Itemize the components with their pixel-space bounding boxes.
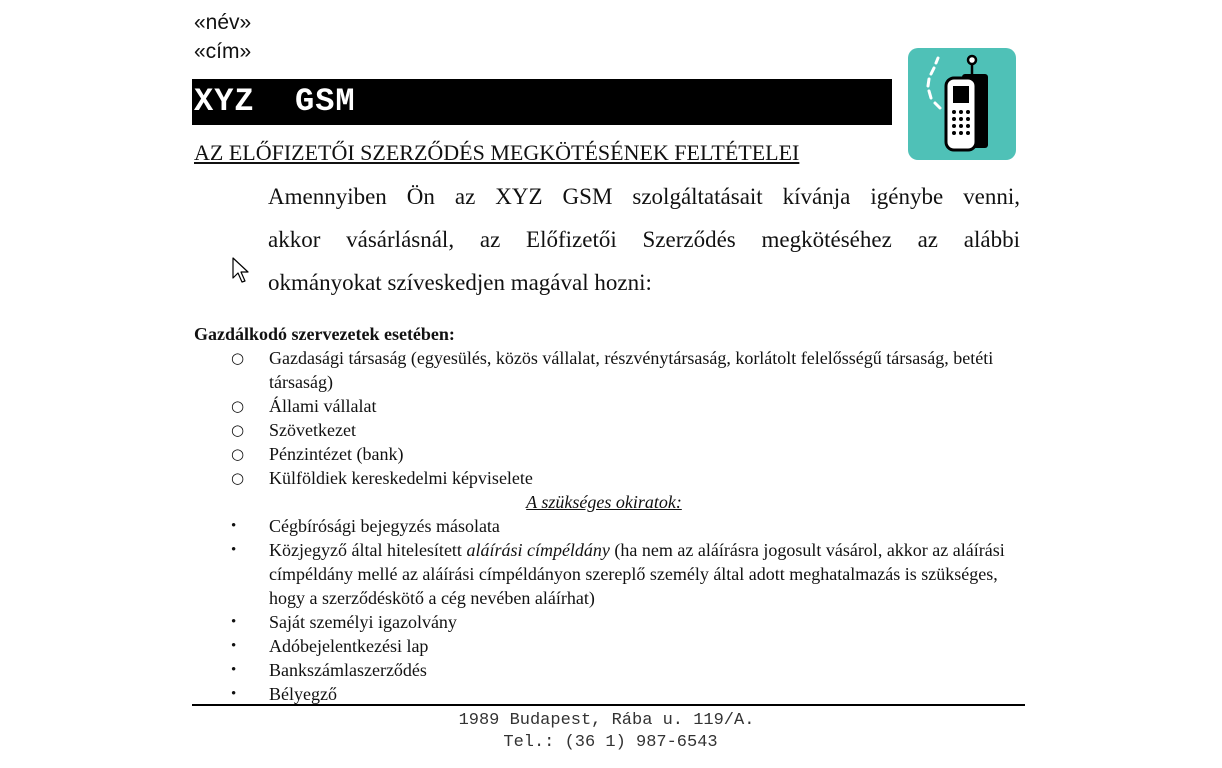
list-item-text-post: (ha nem az aláírásra jogosult vásárol, akkor az aláírási címpéldány mellé az aláírási címpéldányon szereplő személy által adott meghatalmazás is szükséges, hogy a szerződéskötő a cég nevében aláírhat) <box>269 540 1005 608</box>
list-item-text: Saját személyi igazolvány <box>269 612 457 632</box>
documents-list <box>194 514 1009 706</box>
mobile-phone-icon <box>908 48 1016 160</box>
merge-field-address: «cím» <box>194 40 252 63</box>
list-item <box>194 394 1009 418</box>
circle-bullet-icon: ○ <box>231 397 245 415</box>
footer-address: 1989 Budapest, Rába u. 119/A. <box>458 711 755 730</box>
circle-bullet-icon: ○ <box>231 469 245 487</box>
intro-line: akkor vásárlásnál, az Előfizetői Szerződés megkötéséhez az alábbi <box>268 227 1020 252</box>
bullet-icon: • <box>231 686 237 702</box>
list-item <box>194 658 1009 682</box>
list-item <box>194 442 1009 466</box>
list-item-text: Bankszámlaszerződés <box>269 660 427 680</box>
bullet-icon: • <box>231 614 237 630</box>
list-item <box>194 346 1009 394</box>
section-heading: AZ ELŐFIZETŐI SZERZŐDÉS MEGKÖTÉSÉNEK FELTÉTELEI <box>194 140 800 165</box>
list-item <box>194 610 1009 634</box>
organizations-list <box>194 346 1009 490</box>
list-item-text: Állami vállalat <box>269 396 377 416</box>
documents-heading-wrap <box>194 490 1014 514</box>
footer <box>192 710 1025 754</box>
intro-line: Amennyiben Ön az XYZ GSM szolgáltatásait kívánja igénybe venni, <box>268 184 1020 209</box>
circle-bullet-icon: ○ <box>231 421 245 439</box>
mouse-cursor-icon <box>232 257 252 285</box>
list-item-text: Adóbejelentkezési lap <box>269 636 429 656</box>
bullet-icon: • <box>231 542 237 558</box>
list-item <box>194 634 1009 658</box>
list-item-text: Gazdasági társaság (egyesülés, közös vállalat, részvénytársaság, korlátolt felelősségű társaság, betéti társaság) <box>269 348 994 392</box>
brand-header-bar <box>192 79 892 125</box>
bullet-icon: • <box>231 662 237 678</box>
list-item <box>194 538 1009 610</box>
footer-phone: Tel.: (36 1) 987-6543 <box>503 733 718 752</box>
intro-line: okmányokat szíveskedjen magával hozni: <box>268 270 652 295</box>
bullet-icon: • <box>231 518 237 534</box>
list-item-text: Bélyegző <box>269 684 337 704</box>
list-item <box>194 682 1009 706</box>
circle-bullet-icon: ○ <box>231 445 245 463</box>
list-item <box>194 514 1009 538</box>
organizations-heading: Gazdálkodó szervezetek esetében: <box>194 324 455 344</box>
list-item-text: Pénzintézet (bank) <box>269 444 404 464</box>
footer-divider <box>192 704 1025 706</box>
circle-bullet-icon: ○ <box>231 349 245 367</box>
list-item <box>194 418 1009 442</box>
list-item-text: Szövetkezet <box>269 420 356 440</box>
list-item-text: Cégbírósági bejegyzés másolata <box>269 516 500 536</box>
brand-title: XYZ GSM <box>194 83 356 120</box>
list-item-text-pre: Közjegyző által hitelesített <box>269 540 467 560</box>
merge-field-name: «név» <box>194 11 252 34</box>
list-item <box>194 466 1009 490</box>
list-item-text-italic: aláírási címpéldány <box>466 540 610 560</box>
documents-heading: A szükséges okiratok: <box>526 492 682 512</box>
intro-paragraph <box>268 175 1020 304</box>
bullet-icon: • <box>231 638 237 654</box>
list-item-text: Külföldiek kereskedelmi képviselete <box>269 468 533 488</box>
